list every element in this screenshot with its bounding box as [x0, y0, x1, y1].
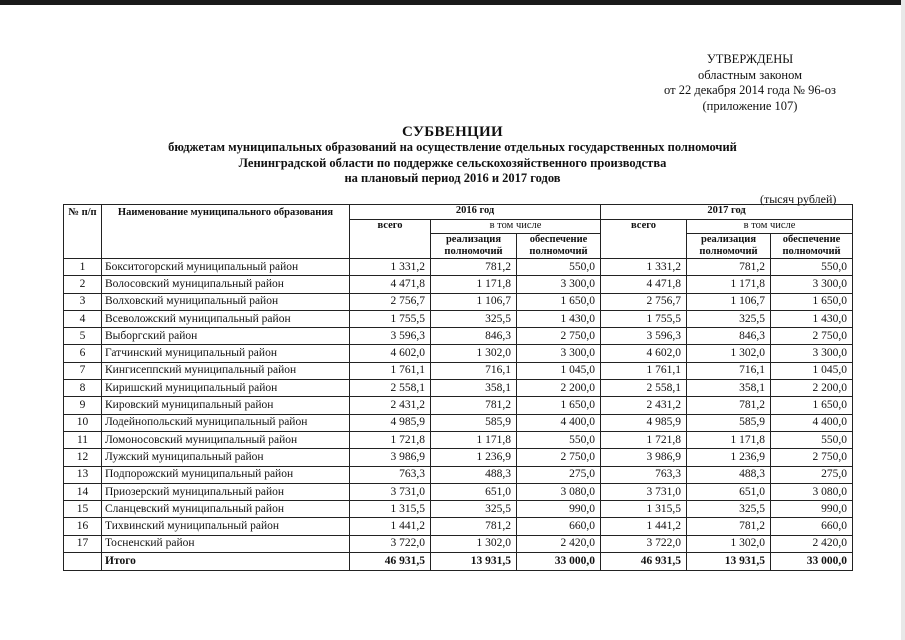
row-number: 12 [64, 449, 102, 466]
cell-total-2016: 2 558,1 [350, 380, 431, 397]
row-number: 7 [64, 362, 102, 379]
cell-impl-2016: 585,9 [431, 414, 517, 431]
header-supp-2016: обеспечение полномочий [517, 234, 601, 259]
cell-impl-2017: 1 236,9 [687, 449, 771, 466]
row-district-name: Гатчинский муниципальный район [102, 345, 350, 362]
row-number: 9 [64, 397, 102, 414]
cell-total-2016: 1 761,1 [350, 362, 431, 379]
row-district-name: Волховский муниципальный район [102, 293, 350, 310]
cell-supp-2017: 550,0 [771, 431, 853, 448]
cell-impl-2017: 781,2 [687, 259, 771, 276]
header-supp-2017: обеспечение полномочий [771, 234, 853, 259]
cell-impl-2017: 1 106,7 [687, 293, 771, 310]
cell-supp-2016: 2 200,0 [517, 380, 601, 397]
row-number: 16 [64, 518, 102, 535]
table-row [64, 431, 853, 448]
cell-supp-2017: 2 750,0 [771, 328, 853, 345]
cell-total-2016: 3 731,0 [350, 483, 431, 500]
row-number: 4 [64, 310, 102, 327]
cell-impl-2016: 781,2 [431, 397, 517, 414]
total-impl-2016: 13 931,5 [431, 553, 517, 571]
cell-total-2016: 2 756,7 [350, 293, 431, 310]
row-district-name: Кингисеппский муниципальный район [102, 362, 350, 379]
cell-total-2017: 3 596,3 [601, 328, 687, 345]
cell-impl-2016: 1 171,8 [431, 276, 517, 293]
cell-total-2016: 1 331,2 [350, 259, 431, 276]
cell-impl-2017: 325,5 [687, 310, 771, 327]
cell-supp-2016: 660,0 [517, 518, 601, 535]
total-supp-2016: 33 000,0 [517, 553, 601, 571]
cell-impl-2016: 651,0 [431, 483, 517, 500]
cell-impl-2016: 358,1 [431, 380, 517, 397]
approval-line-2: областным законом [697, 67, 802, 82]
cell-supp-2016: 3 300,0 [517, 276, 601, 293]
cell-supp-2016: 550,0 [517, 431, 601, 448]
table-row [64, 466, 853, 483]
row-number: 6 [64, 345, 102, 362]
cell-total-2016: 1 315,5 [350, 501, 431, 518]
cell-total-2017: 1 721,8 [601, 431, 687, 448]
row-district-name: Сланцевский муниципальный район [102, 501, 350, 518]
table-row [64, 397, 853, 414]
row-number: 2 [64, 276, 102, 293]
row-number: 13 [64, 466, 102, 483]
cell-impl-2016: 846,3 [431, 328, 517, 345]
row-number: 15 [64, 501, 102, 518]
cell-total-2017: 1 761,1 [601, 362, 687, 379]
cell-supp-2016: 2 420,0 [517, 535, 601, 552]
header-impl-2016: реализация полномочий [431, 234, 517, 259]
header-total-2016: всего [350, 220, 431, 259]
row-district-name: Приозерский муниципальный район [102, 483, 350, 500]
cell-total-2016: 4 471,8 [350, 276, 431, 293]
scan-right-edge [901, 0, 905, 640]
table-row [64, 310, 853, 327]
cell-impl-2016: 1 302,0 [431, 535, 517, 552]
cell-impl-2017: 1 171,8 [687, 276, 771, 293]
cell-total-2016: 763,3 [350, 466, 431, 483]
cell-supp-2017: 3 080,0 [771, 483, 853, 500]
row-district-name: Ломоносовский муниципальный район [102, 431, 350, 448]
total-impl-2017: 13 931,5 [687, 553, 771, 571]
cell-supp-2017: 275,0 [771, 466, 853, 483]
cell-supp-2017: 2 420,0 [771, 535, 853, 552]
cell-impl-2016: 716,1 [431, 362, 517, 379]
cell-supp-2016: 1 650,0 [517, 293, 601, 310]
cell-total-2017: 1 755,5 [601, 310, 687, 327]
table-row [64, 293, 853, 310]
totals-blank [64, 553, 102, 571]
cell-supp-2016: 2 750,0 [517, 328, 601, 345]
cell-impl-2017: 846,3 [687, 328, 771, 345]
row-number: 1 [64, 259, 102, 276]
cell-total-2017: 3 731,0 [601, 483, 687, 500]
cell-impl-2017: 651,0 [687, 483, 771, 500]
row-district-name: Тосненский район [102, 535, 350, 552]
cell-impl-2017: 325,5 [687, 501, 771, 518]
cell-impl-2017: 585,9 [687, 414, 771, 431]
cell-supp-2016: 1 045,0 [517, 362, 601, 379]
cell-total-2017: 3 986,9 [601, 449, 687, 466]
cell-total-2016: 3 986,9 [350, 449, 431, 466]
approval-line-4: (приложение 107) [702, 98, 798, 113]
cell-total-2016: 4 985,9 [350, 414, 431, 431]
cell-supp-2017: 4 400,0 [771, 414, 853, 431]
cell-total-2017: 2 756,7 [601, 293, 687, 310]
cell-impl-2017: 488,3 [687, 466, 771, 483]
cell-supp-2016: 3 080,0 [517, 483, 601, 500]
row-district-name: Лодейнопольский муниципальный район [102, 414, 350, 431]
totals-label: Итого [102, 553, 350, 571]
cell-total-2016: 1 755,5 [350, 310, 431, 327]
cell-supp-2016: 3 300,0 [517, 345, 601, 362]
cell-supp-2017: 2 750,0 [771, 449, 853, 466]
header-name: Наименование муниципального образования [102, 205, 350, 259]
table-row [64, 328, 853, 345]
cell-total-2017: 3 722,0 [601, 535, 687, 552]
cell-impl-2016: 325,5 [431, 501, 517, 518]
table-row [64, 380, 853, 397]
cell-impl-2016: 1 106,7 [431, 293, 517, 310]
cell-total-2017: 4 602,0 [601, 345, 687, 362]
subtitle-line-1: бюджетам муниципальных образований на осуществление отдельных государственных полномочий [168, 140, 737, 154]
row-district-name: Бокситогорский муниципальный район [102, 259, 350, 276]
cell-supp-2017: 2 200,0 [771, 380, 853, 397]
cell-impl-2016: 781,2 [431, 259, 517, 276]
cell-impl-2016: 488,3 [431, 466, 517, 483]
row-district-name: Выборгский район [102, 328, 350, 345]
row-number: 17 [64, 535, 102, 552]
cell-supp-2016: 275,0 [517, 466, 601, 483]
row-number: 10 [64, 414, 102, 431]
subventions-table [63, 204, 853, 571]
document-title: СУБВЕНЦИИ [402, 124, 503, 140]
units-label: (тысяч рублей) [760, 192, 837, 206]
cell-supp-2017: 3 300,0 [771, 345, 853, 362]
cell-supp-2016: 4 400,0 [517, 414, 601, 431]
header-number: № п/п [64, 205, 102, 259]
cell-impl-2016: 1 236,9 [431, 449, 517, 466]
header-including-2016: в том числе [431, 220, 601, 234]
cell-total-2017: 4 985,9 [601, 414, 687, 431]
row-district-name: Волосовский муниципальный район [102, 276, 350, 293]
table-row [64, 535, 853, 552]
scan-top-border [0, 0, 905, 5]
cell-impl-2016: 1 302,0 [431, 345, 517, 362]
table-row [64, 414, 853, 431]
total-total-2016: 46 931,5 [350, 553, 431, 571]
row-district-name: Кировский муниципальный район [102, 397, 350, 414]
cell-impl-2016: 781,2 [431, 518, 517, 535]
cell-total-2016: 1 721,8 [350, 431, 431, 448]
table-row [64, 518, 853, 535]
cell-impl-2017: 781,2 [687, 397, 771, 414]
cell-impl-2016: 325,5 [431, 310, 517, 327]
cell-supp-2017: 1 045,0 [771, 362, 853, 379]
header-year-2016: 2016 год [350, 205, 601, 220]
cell-impl-2017: 1 302,0 [687, 345, 771, 362]
cell-total-2016: 3 596,3 [350, 328, 431, 345]
table-row [64, 362, 853, 379]
cell-total-2016: 4 602,0 [350, 345, 431, 362]
cell-impl-2017: 1 302,0 [687, 535, 771, 552]
row-number: 11 [64, 431, 102, 448]
table-row [64, 501, 853, 518]
table-row [64, 449, 853, 466]
header-including-2017: в том числе [687, 220, 853, 234]
cell-supp-2017: 990,0 [771, 501, 853, 518]
cell-supp-2017: 1 650,0 [771, 397, 853, 414]
cell-total-2016: 2 431,2 [350, 397, 431, 414]
cell-supp-2016: 2 750,0 [517, 449, 601, 466]
row-number: 8 [64, 380, 102, 397]
cell-total-2017: 2 558,1 [601, 380, 687, 397]
cell-impl-2017: 358,1 [687, 380, 771, 397]
approval-line-1: УТВЕРЖДЕНЫ [706, 52, 794, 66]
approval-line-3: от 22 декабря 2014 года № 96-оз [664, 83, 836, 97]
cell-impl-2017: 781,2 [687, 518, 771, 535]
cell-total-2017: 1 331,2 [601, 259, 687, 276]
table-row [64, 259, 853, 276]
cell-supp-2016: 1 430,0 [517, 310, 601, 327]
cell-supp-2016: 550,0 [517, 259, 601, 276]
subtitle-line-2: Ленинградской области по поддержке сельскохозяйственного производства [238, 155, 667, 170]
cell-impl-2016: 1 171,8 [431, 431, 517, 448]
table-row [64, 345, 853, 362]
header-total-2017: всего [601, 220, 687, 259]
row-district-name: Всеволожский муниципальный район [102, 310, 350, 327]
cell-supp-2017: 1 650,0 [771, 293, 853, 310]
row-number: 5 [64, 328, 102, 345]
cell-impl-2017: 1 171,8 [687, 431, 771, 448]
row-district-name: Киришский муниципальный район [102, 380, 350, 397]
row-number: 14 [64, 483, 102, 500]
total-supp-2017: 33 000,0 [771, 553, 853, 571]
cell-supp-2017: 550,0 [771, 259, 853, 276]
cell-total-2017: 4 471,8 [601, 276, 687, 293]
cell-supp-2017: 3 300,0 [771, 276, 853, 293]
row-district-name: Подпорожский муниципальный район [102, 466, 350, 483]
row-district-name: Лужский муниципальный район [102, 449, 350, 466]
cell-supp-2017: 1 430,0 [771, 310, 853, 327]
cell-impl-2017: 716,1 [687, 362, 771, 379]
table-row [64, 483, 853, 500]
subtitle-line-3: на плановый период 2016 и 2017 годов [344, 171, 561, 185]
cell-total-2017: 763,3 [601, 466, 687, 483]
row-district-name: Тихвинский муниципальный район [102, 518, 350, 535]
header-impl-2017: реализация полномочий [687, 234, 771, 259]
cell-total-2016: 1 441,2 [350, 518, 431, 535]
cell-total-2017: 2 431,2 [601, 397, 687, 414]
approval-stamp [640, 52, 860, 114]
table-row [64, 276, 853, 293]
cell-total-2017: 1 315,5 [601, 501, 687, 518]
document-subtitle [0, 140, 905, 187]
row-number: 3 [64, 293, 102, 310]
header-year-2017: 2017 год [601, 205, 853, 220]
totals-row [64, 553, 853, 571]
cell-supp-2016: 990,0 [517, 501, 601, 518]
total-total-2017: 46 931,5 [601, 553, 687, 571]
cell-supp-2016: 1 650,0 [517, 397, 601, 414]
cell-total-2016: 3 722,0 [350, 535, 431, 552]
cell-total-2017: 1 441,2 [601, 518, 687, 535]
cell-supp-2017: 660,0 [771, 518, 853, 535]
